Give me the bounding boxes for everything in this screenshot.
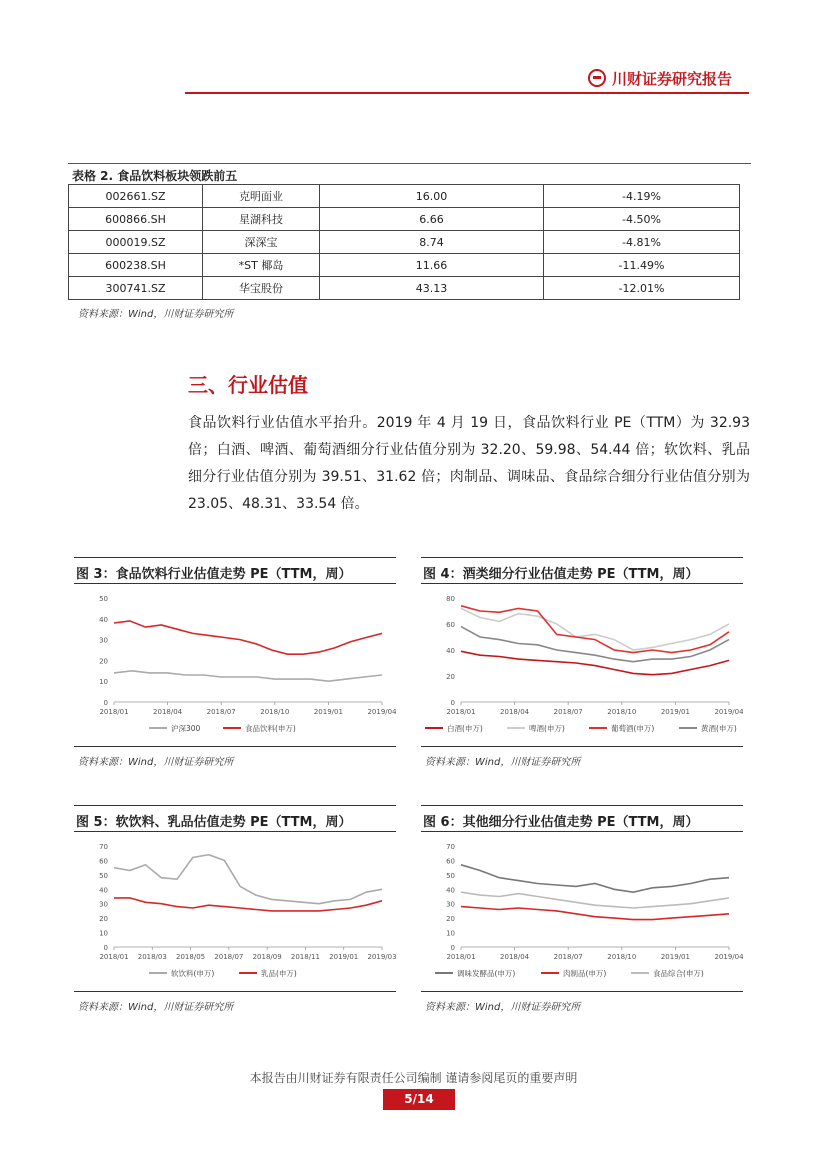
- figure-4-chart: [421, 584, 743, 742]
- figure-4-source: 资料来源：Wind，川财证券研究所: [425, 757, 581, 768]
- table-top-rule: [68, 163, 751, 164]
- y-tick-label: 60: [446, 857, 455, 866]
- figure-3-source: 资料来源：Wind，川财证券研究所: [78, 757, 234, 768]
- x-tick-label: 2018/07: [553, 708, 583, 716]
- x-tick-label: 2018/03: [137, 953, 167, 961]
- table-row: [69, 254, 740, 277]
- y-tick-label: 10: [446, 929, 455, 938]
- legend-label: 肉制品(申万): [563, 969, 607, 978]
- x-tick-label: 2018/01: [446, 953, 476, 961]
- y-tick-label: 60: [99, 857, 108, 866]
- table-cell: 6.66: [320, 208, 544, 231]
- figure-5-title: 图 5：软饮料、乳品估值走势 PE（TTM，周）: [76, 815, 352, 830]
- legend-label: 食品饮料(申万): [245, 724, 296, 733]
- y-tick-label: 40: [99, 615, 108, 624]
- y-tick-label: 40: [446, 647, 455, 655]
- y-tick-label: 40: [446, 886, 455, 895]
- table-cell: 002661.SZ: [69, 185, 203, 208]
- figure-6-title: 图 6：其他细分行业估值走势 PE（TTM，周）: [423, 815, 699, 830]
- page-number: 5/14: [383, 1089, 455, 1110]
- table-cell: 8.74: [320, 231, 544, 254]
- section-paragraph: 食品饮料行业估值水平抬升。2019 年 4 月 19 日，食品饮料行业 PE（TTM）为 32.93 倍；白酒、啤酒、葡萄酒细分行业估值分别为 32.20、59.98、54.44 倍；软饮料、乳品细分行业估值分别为 39.51、31.62 倍；肉制品、调味品、食品综合细分行业估值分别为 23.05、48.31、33.54 倍。: [188, 415, 750, 512]
- x-tick-label: 2018/07: [553, 953, 583, 961]
- y-tick-label: 80: [446, 595, 455, 603]
- series-line-2: [461, 892, 729, 908]
- y-tick-label: 0: [103, 944, 108, 952]
- y-tick-label: 10: [99, 929, 108, 938]
- x-tick-label: 2019/04: [714, 953, 743, 961]
- x-tick-label: 2018/07: [214, 953, 244, 961]
- x-tick-label: 2019/03: [367, 953, 396, 961]
- figure-5-source: 资料来源：Wind，川财证券研究所: [78, 1002, 234, 1013]
- y-tick-label: 0: [103, 699, 108, 707]
- legend-label: 软饮料(申万): [171, 969, 215, 978]
- y-tick-label: 0: [450, 699, 455, 707]
- y-tick-label: 10: [99, 678, 108, 687]
- section-title: 三、行业估值: [188, 373, 308, 397]
- figure-5: [74, 805, 396, 1013]
- y-tick-label: 30: [446, 900, 455, 909]
- table-source: 资料来源：Wind，川财证券研究所: [78, 309, 234, 320]
- x-tick-label: 2018/10: [260, 708, 290, 716]
- table-row: [69, 185, 740, 208]
- table-cell: 11.66: [320, 254, 544, 277]
- x-tick-label: 2018/10: [607, 953, 637, 961]
- x-tick-label: 2018/10: [607, 708, 637, 716]
- y-tick-label: 0: [450, 944, 455, 952]
- report-header-title: 川财证券研究报告: [612, 70, 733, 88]
- legend-label: 乳品(申万): [261, 969, 297, 978]
- series-line-2: [461, 606, 729, 653]
- legend-label: 调味发酵品(申万): [457, 969, 516, 978]
- y-tick-label: 40: [99, 886, 108, 895]
- table-cell: 600238.SH: [69, 254, 203, 277]
- legend-label: 葡萄酒(申万): [611, 724, 655, 733]
- decliners-table: [68, 184, 740, 300]
- y-tick-label: 50: [99, 871, 108, 880]
- y-tick-label: 20: [99, 915, 108, 924]
- series-line-1: [114, 621, 382, 654]
- series-line-0: [114, 671, 382, 681]
- table-cell: 000019.SZ: [69, 231, 203, 254]
- table-row: [69, 231, 740, 254]
- legend-label: 食品综合(申万): [653, 969, 704, 978]
- x-tick-label: 2019/01: [313, 708, 343, 716]
- table-cell: 16.00: [320, 185, 544, 208]
- table-title: 表格 2. 食品饮料板块领跌前五: [72, 169, 238, 183]
- legend-label: 白酒(申万): [447, 724, 483, 733]
- x-tick-label: 2018/05: [176, 953, 206, 961]
- y-tick-label: 30: [99, 636, 108, 645]
- footer-disclaimer: 本报告由川财证券有限责任公司编制 谨请参阅尾页的重要声明: [249, 1071, 578, 1085]
- figure-5-chart: [74, 832, 396, 987]
- x-tick-label: 2018/01: [99, 708, 129, 716]
- x-tick-label: 2019/01: [660, 953, 690, 961]
- figure-6-source: 资料来源：Wind，川财证券研究所: [425, 1002, 581, 1013]
- y-tick-label: 20: [446, 915, 455, 924]
- table-cell: *ST 椰岛: [203, 254, 320, 277]
- figure-6-chart: [421, 832, 743, 987]
- y-tick-label: 70: [446, 843, 455, 851]
- figure-3-chart: [74, 584, 396, 742]
- table-cell: -4.50%: [544, 208, 740, 231]
- y-tick-label: 50: [446, 871, 455, 880]
- table-cell: 深深宝: [203, 231, 320, 254]
- legend-label: 黄酒(申万): [701, 724, 737, 733]
- x-tick-label: 2019/01: [329, 953, 359, 961]
- x-tick-label: 2019/01: [660, 708, 690, 716]
- series-line-0: [461, 865, 729, 892]
- x-tick-label: 2018/04: [153, 708, 183, 716]
- figure-4: [421, 557, 743, 768]
- x-tick-label: 2018/07: [206, 708, 236, 716]
- figure-3: [74, 557, 396, 768]
- x-tick-label: 2018/01: [99, 953, 129, 961]
- x-tick-label: 2018/09: [252, 953, 282, 961]
- x-tick-label: 2018/01: [446, 708, 476, 716]
- legend-label: 啤酒(申万): [529, 724, 565, 733]
- table-cell: 克明面业: [203, 185, 320, 208]
- figure-6: [421, 805, 743, 1013]
- table-cell: -12.01%: [544, 277, 740, 300]
- table-row: [69, 277, 740, 300]
- table-row: [69, 208, 740, 231]
- x-tick-label: 2018/04: [500, 708, 530, 716]
- y-tick-label: 20: [99, 657, 108, 666]
- x-tick-label: 2019/04: [367, 708, 396, 716]
- table-cell: 300741.SZ: [69, 277, 203, 300]
- y-tick-label: 70: [99, 843, 108, 851]
- y-tick-label: 20: [446, 673, 455, 681]
- series-line-1: [461, 608, 729, 650]
- figure-4-title: 图 4：酒类细分行业估值走势 PE（TTM，周）: [423, 567, 699, 582]
- table-cell: 600866.SH: [69, 208, 203, 231]
- x-tick-label: 2019/04: [714, 708, 743, 716]
- y-tick-label: 50: [99, 595, 108, 603]
- figure-3-title: 图 3：食品饮料行业估值走势 PE（TTM，周）: [76, 567, 352, 582]
- y-tick-label: 60: [446, 621, 455, 629]
- table-cell: -4.81%: [544, 231, 740, 254]
- table-cell: 星湖科技: [203, 208, 320, 231]
- chuancai-logo-icon: [588, 69, 606, 87]
- series-line-0: [114, 855, 382, 904]
- x-tick-label: 2018/11: [290, 953, 320, 961]
- header-divider: [185, 92, 749, 94]
- y-tick-label: 30: [99, 900, 108, 909]
- table-cell: -4.19%: [544, 185, 740, 208]
- x-tick-label: 2018/04: [500, 953, 530, 961]
- series-line-1: [461, 907, 729, 920]
- table-cell: 43.13: [320, 277, 544, 300]
- table-cell: 华宝股份: [203, 277, 320, 300]
- legend-label: 沪深300: [171, 724, 201, 733]
- table-cell: -11.49%: [544, 254, 740, 277]
